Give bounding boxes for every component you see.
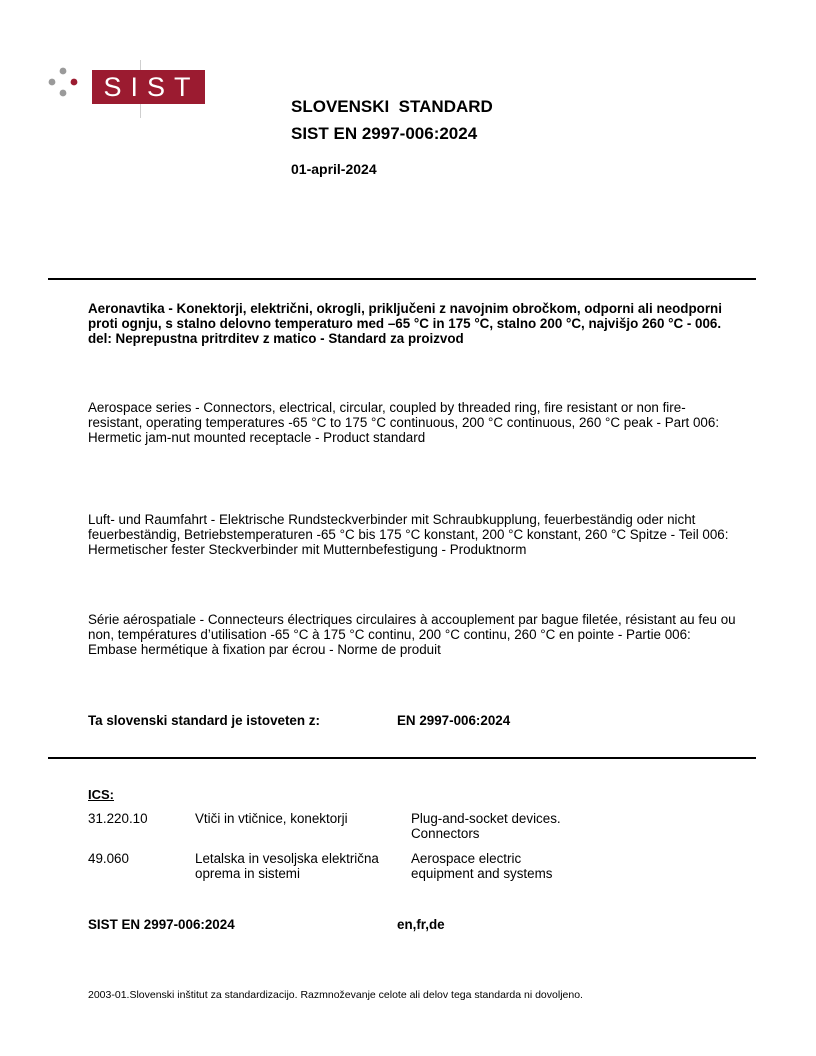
- ics-description-sl: Vtiči in vtičnice, konektorji: [195, 811, 348, 826]
- ics-code: 31.220.10: [88, 811, 148, 826]
- document-type: SLOVENSKI STANDARD: [291, 97, 493, 116]
- title-german: Luft- und Raumfahrt - Elektrische Rundsteckverbinder mit Schraubkupplung, feuerbeständig oder nicht feuerbeständig, Betriebstemperaturen -65 °C bis 175 °C konstant, 200 °C konstant, 260 °C Spitze - Teil 006: Hermetischer fester Steckverbinder mit Mutternbefestigung - Produktnorm: [88, 512, 729, 557]
- ics-description-sl: Letalska in vesoljska električna oprema in sistemi: [195, 851, 379, 881]
- summary-languages: en,fr,de: [397, 917, 445, 932]
- copyright-footer: 2003-01.Slovenski inštitut za standardizacijo. Razmnoževanje celote ali delov tega standarda ni dovoljeno.: [88, 989, 583, 1001]
- ics-description-en: Aerospace electric equipment and systems: [411, 851, 553, 881]
- ics-description-en: Plug-and-socket devices. Connectors: [411, 811, 561, 841]
- ics-code: 49.060: [88, 851, 129, 866]
- ics-heading: ICS:: [88, 787, 114, 802]
- sist-logo-dots-icon: [47, 66, 83, 110]
- title-slovenian: Aeronavtika - Konektorji, električni, okrogli, priključeni z navojnim obročkom, odporni ali neodporni proti ognju, s stalno delovno temperaturo med –65 °C in 175 °C, stalno 200 °C, najvišjo 260 °C - 006. del: Neprepustna pritrditev z matico - Standard za proizvod: [88, 301, 722, 346]
- title-french: Série aérospatiale - Connecteurs électriques circulaires à accouplement par bague filetée, résistant au feu ou non, températures d’utilisation -65 °C à 175 °C continu, 200 °C continu, 260 °C en pointe - Partie 006: Embase hermétique à fixation par écrou - Norme de produit: [88, 612, 736, 657]
- identity-label: Ta slovenski standard je istoveten z:: [88, 713, 320, 728]
- publication-date: 01-april-2024: [291, 161, 377, 177]
- middle-divider: [48, 757, 756, 759]
- identity-value: EN 2997-006:2024: [397, 713, 511, 728]
- title-english: Aerospace series - Connectors, electrical, circular, coupled by threaded ring, fire resistant or non fire-resistant, operating temperatures -65 °C to 175 °C continuous, 200 °C continuous, 260 °C peak - Part 006: Hermetic jam-nut mounted receptacle - Product standard: [88, 400, 720, 445]
- sist-logo: SIST: [92, 70, 205, 104]
- summary-code: SIST EN 2997-006:2024: [88, 917, 235, 932]
- top-divider: [48, 278, 756, 280]
- standard-code: SIST EN 2997-006:2024: [291, 124, 478, 143]
